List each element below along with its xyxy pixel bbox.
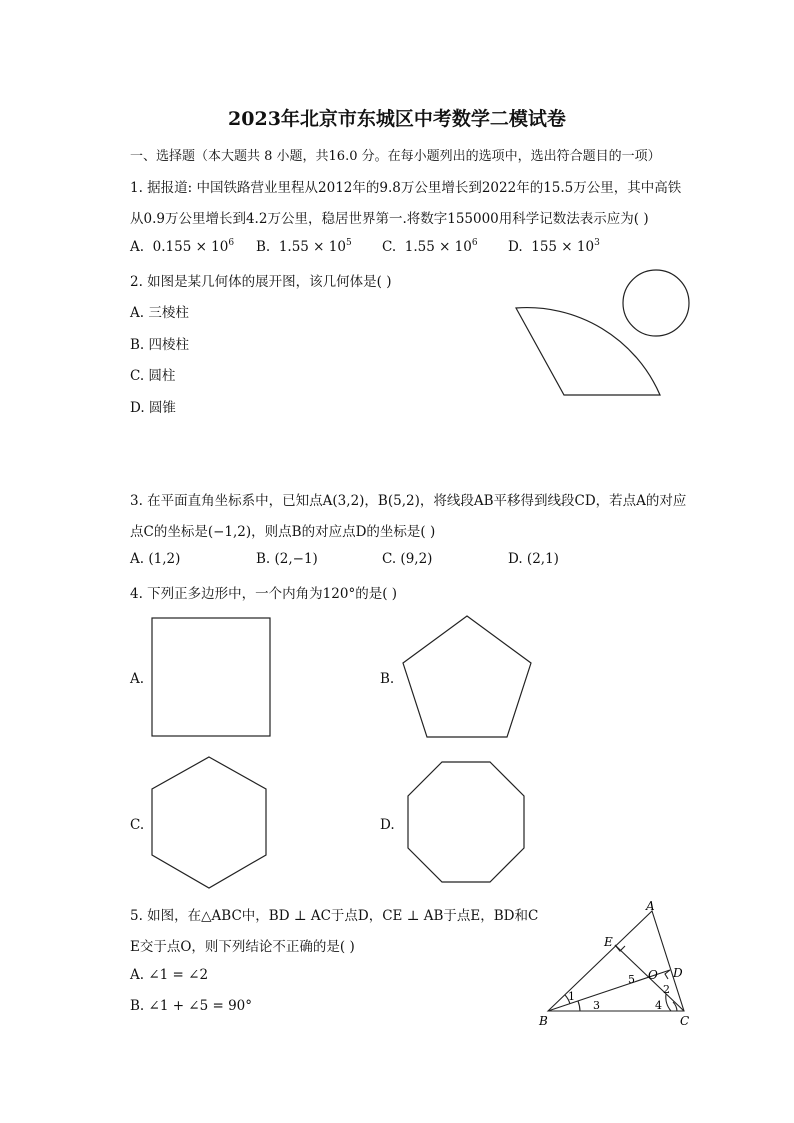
q3-option-d[interactable]: D. (2,1) (508, 551, 559, 567)
q3-stem-line2: 点C的坐标是(−1,2)，则点B的对应点D的坐标是( ) (130, 524, 436, 540)
label-a: A (646, 899, 655, 913)
label-o: O (648, 968, 658, 982)
q4-option-c-label[interactable]: C. (130, 817, 145, 833)
hexagon-figure (148, 753, 270, 893)
cone-net-figure (510, 268, 695, 403)
q2-stem: 2. 如图是某几何体的展开图，该几何体是( ) (130, 274, 392, 290)
label-e: E (604, 935, 613, 949)
angle-label-5: 5 (628, 973, 635, 986)
q5-stem-line1: 5. 如图，在△ABC中，BD ⊥ AC于点D，CE ⊥ AB于点E，BD和C (130, 908, 539, 924)
angle-label-2: 2 (663, 983, 670, 996)
q3-stem-line1: 3. 在平面直角坐标系中，已知点A(3,2)，B(5,2)，将线段AB平移得到线段CD，若点A的对应 (130, 493, 687, 509)
square-figure (150, 615, 274, 739)
q5-option-a[interactable]: A. ∠1 = ∠2 (130, 967, 209, 983)
q1-stem-line1: 1. 据报道: 中国铁路营业里程从2012年的9.8万公里增长到2022年的15.5万公里，其中高铁 (130, 180, 682, 196)
q5-stem-line2: E交于点O，则下列结论不正确的是( ) (130, 939, 355, 955)
q2-option-a[interactable]: A. 三棱柱 (130, 305, 189, 321)
page-title: 2023年北京市东城区中考数学二模试卷 (228, 108, 566, 130)
q1-option-a[interactable]: A. $0.155 \times 10^6$ (130, 238, 235, 255)
q4-option-a-label[interactable]: A. (130, 671, 145, 687)
q3-option-b[interactable]: B. (2,−1) (256, 551, 318, 567)
q4-option-d-label[interactable]: D. (380, 817, 395, 833)
angle-label-4: 4 (655, 999, 662, 1012)
q3-option-a[interactable]: A. (1,2) (130, 551, 181, 567)
base-circle (623, 270, 689, 336)
label-b: B (539, 1014, 548, 1028)
label-d: D (673, 966, 683, 980)
q3-option-c[interactable]: C. (9,2) (382, 551, 433, 567)
triangle-figure (535, 898, 710, 1030)
octagon-figure (400, 758, 532, 890)
q4-option-b-label[interactable]: B. (380, 671, 395, 687)
angle-label-1: 1 (568, 990, 575, 1003)
q2-option-d[interactable]: D. 圆锥 (130, 400, 176, 416)
q2-option-b[interactable]: B. 四棱柱 (130, 337, 190, 353)
q4-stem: 4. 下列正多边形中，一个内角为120°的是( ) (130, 586, 398, 602)
sector-shape (516, 308, 660, 395)
q1-option-c[interactable]: C. $1.55 \times 10^6$ (382, 238, 478, 255)
q2-option-c[interactable]: C. 圆柱 (130, 368, 176, 384)
q1-option-b[interactable]: B. $1.55 \times 10^5$ (256, 238, 352, 255)
q1-stem-line2: 从0.9万公里增长到4.2万公里，稳居世界第一.将数字155000用科学记数法表示应为( ) (130, 211, 649, 227)
q1-option-d[interactable]: D. $155 \times 10^3$ (508, 238, 600, 255)
q5-option-b[interactable]: B. ∠1 + ∠5 = 90° (130, 998, 253, 1014)
angle-label-3: 3 (593, 999, 600, 1012)
section-heading: 一、选择题（本大题共 8 小题，共16.0 分。在每小题列出的选项中，选出符合题目的一项） (130, 149, 661, 164)
pentagon-figure (400, 612, 535, 742)
label-c: C (680, 1014, 690, 1028)
